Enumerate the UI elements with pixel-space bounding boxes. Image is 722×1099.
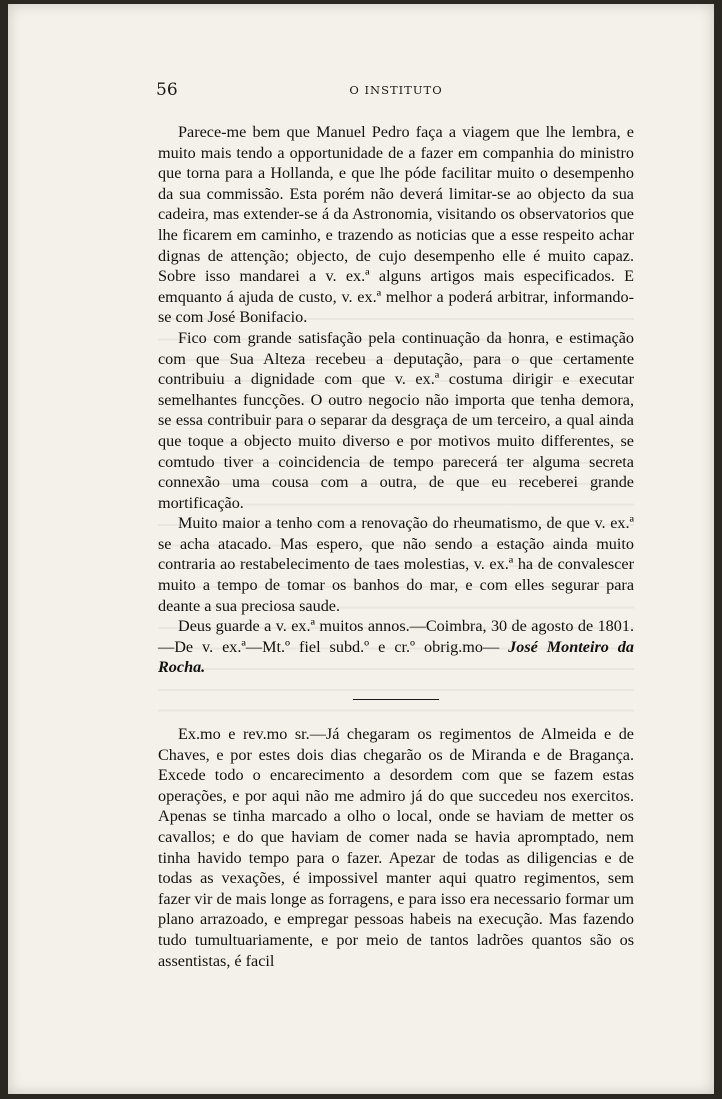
page-header <box>156 80 636 102</box>
paragraph: Fico com grande satisfação pela continuação da honra, e estimação com que Sua Alteza recebeu a deputação, para o que certamente contribuiu a dignidade com que v. ex.ª costuma dirigir e executar semelhantes funcções. O outro negocio não importa que tenha demora, se essa contribuir para o separar da desgraça de um terceiro, a qual ainda que toque a objecto muito diverso e por motivos muito differentes, se comtudo tiver a coincidencia de tempo parecerá ter alguma secreta connexão uma cousa com a outra, de que eu receberei grande mortificação. <box>158 328 634 512</box>
author-signature: José Monteiro da Rocha. <box>158 637 634 677</box>
closing-text: Deus guarde a v. ex.ª muitos annos.—Coimbra, 30 de agosto de 1801.—De v. ex.ª—Mt.º fiel subd.º e cr.º obrig.mo— <box>158 617 634 656</box>
salutation: Ex.mo e rev.mo sr.— <box>178 725 326 744</box>
section-separator <box>353 699 439 700</box>
body-text <box>158 122 634 971</box>
running-title: O INSTITUTO <box>349 83 443 97</box>
letter-text: Já chegaram os regimentos de Almeida e de Chaves, e por estes dois dias chegarão os de Miranda e de Bragança. Excede todo o encarecimento a desordem com que se fazem estas operações, e por aqui não me admiro já do que succedeu nos exercitos. Apenas se tinha marcado a olho o local, onde se haviam de metter os cavallos; e do que haviam de comer nada se havia apromptado, nem tinha havido tempo para o fazer. Apezar de todas as diligencias e de todas as vexações, é impossivel manter aqui quatro regimentos, sem fazer vir de mais longe as forragens, e para isso era necessario formar um plano arrazoado, e empregar pessoas habeis na execução. Mas fazendo tudo tumultuariamente, e por meio de tantos ladrões quantos são os assentistas, é facil <box>158 725 634 970</box>
paragraph: Muito maior a tenho com a renovação do rheumatismo, de que v. ex.ª se acha atacado. Mas espero, que não sendo a estação ainda muito contraria ao restabelecimento de taes molestias, v. ex.ª ha de convalescer muito a tempo de tomar os banhos do mar, e com elles segurar para deante a sua preciosa saude. <box>158 514 634 615</box>
closing-paragraph <box>158 616 634 678</box>
book-page <box>8 4 714 1094</box>
page-number: 56 <box>156 80 178 100</box>
paragraph: Parece-me bem que Manuel Pedro faça a viagem que lhe lembra, e muito mais tendo a opportunidade de a fazer em companhia do ministro que torna para a Hollanda, e que lhe póde facilitar muito o desempenho da sua commissão. Esta porém não deverá limitar-se ao objecto da sua cadeira, mas extender-se á da Astronomia, visitando os observatorios que lhe ficarem em caminho, e trazendo as noticias que a esse respeito achar dignas de attenção; objecto, de cujo desempenho elle é muito capaz. Sobre isso mandarei a v. ex.ª alguns artigos mais especificados. E emquanto á ajuda de custo, v. ex.ª melhor a poderá arbitrar, informando-se com José Bonifacio. <box>158 123 634 327</box>
letter-paragraph <box>158 724 634 971</box>
